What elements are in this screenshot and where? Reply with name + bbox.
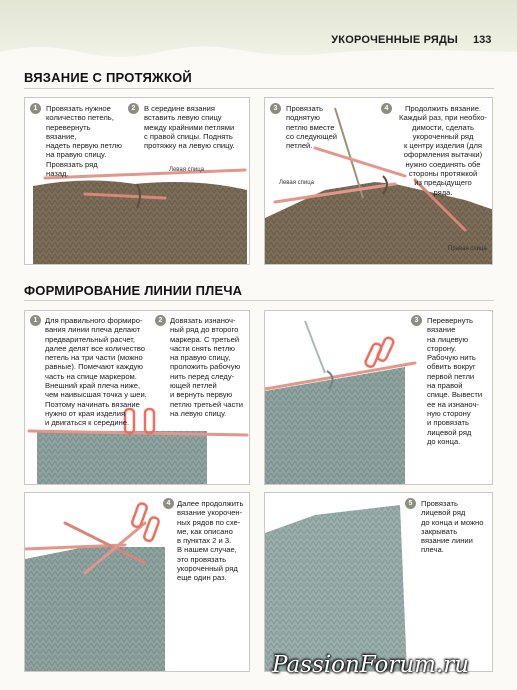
- panel-steps-3-4: [264, 97, 493, 265]
- right-needle-label: Правая спица: [448, 246, 487, 252]
- panel-steps-1-2: [24, 97, 250, 265]
- section-title-shoulder-line: ФОРМИРОВАНИЕ ЛИНИИ ПЛЕЧА: [24, 283, 243, 298]
- step-text: Довязать изнаноч- ный ряд до второго маркера. С третьей части снять петлю на правую спицу, проложить рабочую нить перед следу- ющей петлей и вернуть первую петлю третьей части на левую спицу.: [170, 316, 244, 418]
- step-text: Провязать нужное количество петель, перевернуть вязание, надеть первую петлю на правую спицу. Провязать ряд назад.: [46, 104, 122, 179]
- step-4: [381, 104, 491, 197]
- step-text: Провязать лицевой ряд до конца и можно закрывать вязание линии плеча.: [421, 499, 484, 555]
- section-divider: [24, 300, 494, 301]
- step-number-badge: 5: [405, 498, 416, 509]
- step-text: Перевернуть вязание на лицевую сторону. Рабочую нить обвить вокруг первой петли на правой спице. Вывести ее на изнаноч- ную сторону и провязать лицевой ряд до конца.: [427, 316, 483, 446]
- step-1-shoulder: [30, 316, 154, 428]
- step-5-shoulder: [405, 499, 491, 555]
- step-text: Продолжить вязание. Каждый раз, при необхо- димости, сделать укороченный ряд к центру изделия (для оформления вытачки) нужно соединять обе стороны протяжкой из предыдущего ряда.: [399, 104, 487, 197]
- panel-step-4-shoulder: [24, 492, 250, 672]
- step-number-badge: 2: [155, 315, 166, 326]
- step-number-badge: 4: [381, 103, 392, 114]
- section-divider: [24, 88, 494, 89]
- step-number-badge: 3: [270, 103, 281, 114]
- step-3-shoulder: [411, 316, 491, 446]
- left-needle-label: Левая спица: [169, 167, 205, 173]
- panel-steps-1-2-shoulder: [24, 310, 250, 485]
- step-number-badge: 1: [30, 315, 41, 326]
- step-3: [270, 104, 340, 150]
- panel-step-3-shoulder: [264, 310, 493, 485]
- step-number-badge: 3: [411, 315, 422, 326]
- step-2-shoulder: [155, 316, 250, 418]
- step-2: [128, 104, 250, 150]
- step-text: В середине вязания вставить левую спицу между крайними петлями с правой спицы. Поднять протяжку на левую спицу.: [144, 104, 235, 151]
- step-number-badge: 2: [128, 103, 139, 114]
- running-title: УКОРОЧЕННЫЕ РЯДЫ: [331, 34, 458, 46]
- step-1: [30, 104, 122, 178]
- left-needle-label: Левая спица: [279, 180, 315, 186]
- step-text: Для правильного формиро- вания линии плеча делают предварительный расчет, далее делят все количество петель на три части (можно равные). Помечают каждую часть на спице маркером. Внешний край плеча ниже, чем наивысшая точка у шеи. Поэтому начинать вязание нужно от края изделия и двигаться к середине.: [45, 316, 147, 428]
- step-4-shoulder: [163, 499, 249, 583]
- step-text: Провязать поднятую петлю вместе со следующей петлей.: [286, 104, 338, 151]
- step-number-badge: 4: [163, 498, 174, 509]
- panel-step-5-shoulder: [264, 492, 493, 672]
- section-title-short-rows-wrap: ВЯЗАНИЕ С ПРОТЯЖКОЙ: [24, 70, 192, 85]
- step-text: Далее продолжить вязание укорочен- ных рядов по схе- ме, как описано в пунктах 2 и 3. В нашем случае, это провязать укороченный ряд еще один раз.: [177, 499, 244, 583]
- page-number: 133: [473, 34, 492, 46]
- step-number-badge: 1: [30, 103, 41, 114]
- watermark: PassionForum.ru: [272, 652, 470, 678]
